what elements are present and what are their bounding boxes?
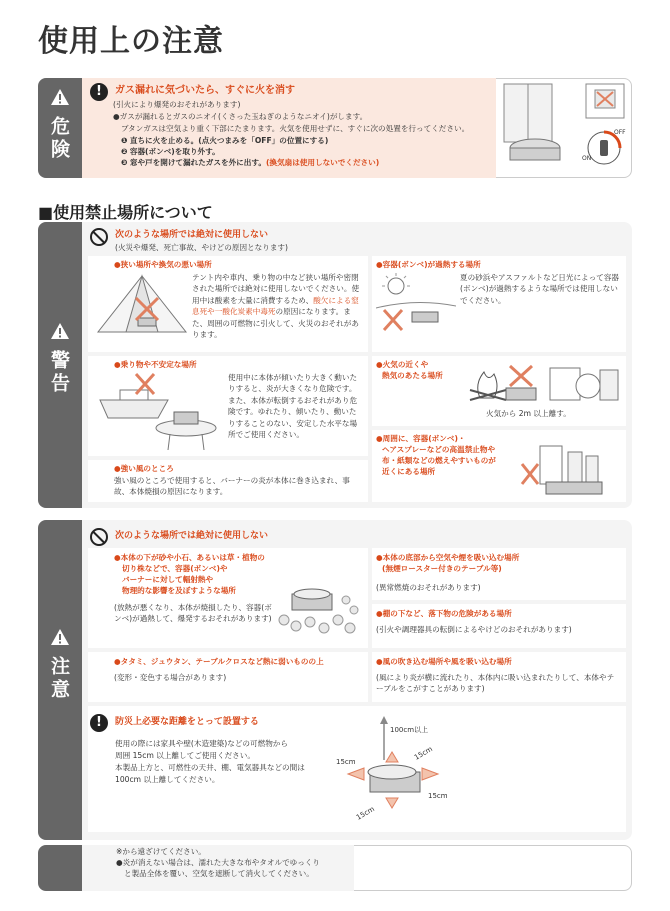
caution-item3-text: (引火や調理器具の転倒によるやけどのおそれがあります) [376,625,572,634]
warning-sub: (火災や爆発、死亡事故、やけどの原因となります) [115,243,288,252]
distance-100cm-label: 100cm以上 [390,726,429,734]
caution-item3-title: ●棚の下など、落下物の危険がある場所 [376,609,512,618]
exclamation-icon: ! [90,83,108,101]
boat-table-illustration [98,372,222,452]
distance-text-4: 100cm 以上離してください。 [115,775,220,784]
beach-sun-illustration [376,272,456,338]
page-title: 使用上の注意 [38,24,224,59]
warning-item3-title: ●乗り物や不安定な場所 [114,360,197,369]
warning-item4-title-1: ●火気の近くや [376,360,429,369]
caution-item1-text: (放熱が悪くなり、本体が焼損したり、容器(ボンベ)が過熱して、爆発するおそれがあります) [114,603,272,624]
distance-text-1: 使用の際には家具や壁(木造建築)などの可燃物から [115,739,288,748]
caution-item1-title-3: バーナーに対して輻射熱や [122,575,214,584]
spray-can-illustration [520,434,624,498]
danger-line2: ブタンガスは空気より重く下部にたまります。火気を使用せずに、すぐに次の処置を行ってください。 [121,124,470,133]
caution-item2-title-1: ●本体の底部から空気や煙を吸い込む場所 [376,553,520,562]
warning-item2-text: 夏の砂浜やアスファルトなど日光によって容器(ボンベ)が過熱するような場所では使用しないでください。 [460,273,620,305]
danger-step2: ❷ 容器(ボンベ)を取り外す。 [121,147,220,156]
warning-heading: 次のような場所では絶対に使用しない [115,230,269,240]
danger-sub: (引火により爆発のおそれがあります) [113,100,241,109]
warning-item1-text: テント内や車内、乗り物の中など狭い場所や密閉された場所では絶対に使用しないでください。使用中は酸素を大量に消費するため、酸欠による窒息死や一酸化炭素中毒死の原因になります。また、周囲の可燃物に引火して、火災のおそれがあります。 [192,273,360,339]
footer-side-bar [38,845,82,891]
caution-item1-title-1: ●本体の下が砂や小石、あるいは草・植物の [114,553,265,562]
warning-item6-title: ●強い風のところ [114,464,174,473]
section-heading: ■使用禁止場所について [38,203,213,222]
distance-15cm-left-label: 15cm [336,758,356,766]
danger-step1: ❶ 直ちに火を止める。(点火つまみを「OFF」の位置にする) [121,136,329,145]
on-label: ON [582,155,592,162]
warning-item5-title-4: 近くにある場所 [382,467,436,476]
warning-item6-text: 強い風のところで使用すると、バーナーの炎が本体に巻き込まれ、事故、本体焼損の原因になります。 [114,476,350,497]
caution-item5-text: (風により炎が横に流れたり、本体内に吸い込まれたりして、本体やテーブルをこがすことがあります) [376,673,615,694]
prohibition-icon [90,528,108,546]
caution-item4-text: (変形・変色する場合があります) [114,673,227,682]
distance-text-2: 周囲 15cm 以上離してご使用ください。 [115,751,255,760]
footer-line2: ●炎が消えない場合は、濡れた大きな布やタオルでゆっくり [116,858,320,867]
distance-15cm-back-label: 15cm [413,745,434,762]
warning-item5-title-1: ●周囲に、容器(ボンベ)・ [376,434,466,443]
caution-heading: 次のような場所では絶対に使用しない [115,531,269,541]
danger-step3: ❸ 窓や戸を開けて漏れたガスを外に出す。(換気扇は使用しないでください) [121,158,380,167]
danger-heading: ガス漏れに気づいたら、すぐに火を消す [115,85,295,96]
tent-illustration [96,272,188,348]
warning-triangle-icon [50,88,70,106]
window-stove-illustration [500,82,628,176]
distance-text-3: 本製品上方と、可燃性の天井、棚、電気器具などの間は [115,763,305,772]
campfire-illustration [466,360,622,408]
distance-15cm-front-label: 15cm [355,805,376,822]
warning-item1-title: ●狭い場所や換気の悪い場所 [114,260,212,269]
distance-heading: 防災上必要な距離をとって設置する [115,717,259,727]
caution-item1-title-4: 物理的な影響を及ぼすような場所 [122,586,236,595]
danger-label: 危険 [48,116,70,162]
caution-item2-title-2: (無煙ロースター付きのテーブル等) [382,564,502,573]
caution-item1-title-2: 切り株などで、容器(ボンベ)や [122,564,228,573]
warning-item2-title: ●容器(ボンベ)が過熱する場所 [376,260,481,269]
warning-item4-note: 火気から 2m 以上離す。 [486,409,571,418]
distance-diagram [330,712,470,828]
caution-item4-title: ●タタミ、ジュウタン、テーブルクロスなど熱に弱いものの上 [114,657,324,666]
warning-triangle-icon [50,322,70,340]
off-label: OFF [614,129,626,136]
warning-label: 警告 [48,350,70,396]
prohibition-icon [90,228,108,246]
footer-line1: ※から遠ざけてください。 [116,847,206,856]
warning-item4-title-2: 熱気のあたる場所 [382,371,443,380]
warning-item5-title-3: 布・紙類などの燃えやすいものが [382,456,496,465]
caution-item5-title: ●風の吹き込む場所や風を吸い込む場所 [376,657,512,666]
stove-on-stones-illustration [276,576,364,640]
exclamation-icon: ! [90,714,108,732]
danger-line1: ●ガスが漏れるとガスのニオイ(くさった玉ねぎのようなニオイ)がします。 [113,112,368,121]
distance-15cm-right-label: 15cm [428,792,448,800]
footer-line3: と製品全体を覆い、空気を遮断して消火してください。 [124,869,314,878]
caution-item2-text: (異常燃焼のおそれがあります) [376,583,481,592]
caution-label: 注意 [48,656,70,702]
warning-item3-text: 使用中に本体が傾いたり大きく動いたりすると、炎が大きくなり危険です。また、本体が転倒するおそれがあり危険です。ゆれたり、傾いたり、動いたりすることのない、安定した水平な場所でご使用ください。 [228,373,358,439]
warning-item5-title-2: ヘアスプレーなどの高温禁止物や [382,445,496,454]
warning-triangle-icon [50,628,70,646]
